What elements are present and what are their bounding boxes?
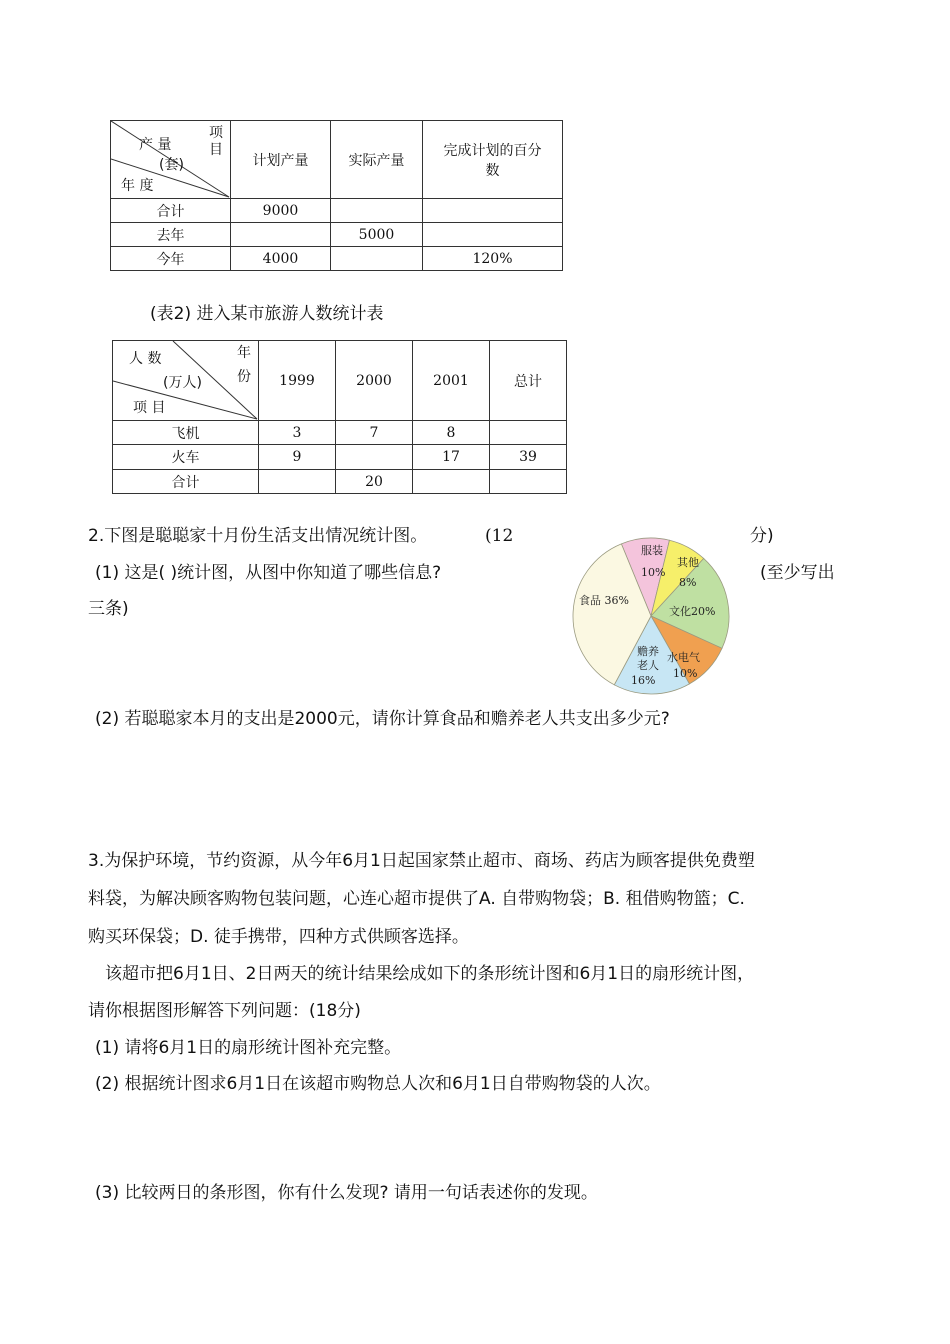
header-plan: 计划产量 bbox=[231, 121, 331, 199]
cell-percent bbox=[423, 199, 563, 223]
header-2000: 2000 bbox=[336, 341, 413, 421]
table-cell: 7 bbox=[336, 421, 413, 445]
pie-label-food: 食品 36% bbox=[579, 594, 629, 607]
cell-actual bbox=[331, 199, 423, 223]
row-label: 合计 bbox=[113, 470, 259, 494]
row-label: 今年 bbox=[111, 247, 231, 271]
table-row bbox=[111, 247, 563, 271]
corner-year-label: 年 bbox=[237, 345, 251, 361]
pie-label-clothes-pct: 10% bbox=[641, 566, 666, 579]
q3-part1: (1) 请将6月1日的扇形统计图补充完整。 bbox=[95, 1038, 402, 1058]
header-total: 总计 bbox=[490, 341, 567, 421]
tourism-table bbox=[112, 340, 567, 494]
table-row bbox=[113, 421, 567, 445]
pie-label-elder-1: 赡养 bbox=[637, 645, 659, 658]
table-cell: 9 bbox=[259, 445, 336, 470]
table-cell: 20 bbox=[336, 470, 413, 494]
table-row bbox=[111, 199, 563, 223]
cell-percent bbox=[423, 223, 563, 247]
production-table bbox=[110, 120, 563, 271]
cell-plan bbox=[231, 223, 331, 247]
table-cell bbox=[259, 470, 336, 494]
q3-part2: (2) 根据统计图求6月1日在该超市购物总人次和6月1日自带购物袋的人次。 bbox=[95, 1074, 661, 1094]
cell-actual: 5000 bbox=[331, 223, 423, 247]
header-percent-line2: 数 bbox=[485, 162, 500, 179]
table-cell bbox=[490, 421, 567, 445]
pie-label-other-pct: 8% bbox=[679, 576, 697, 589]
table-row bbox=[113, 470, 567, 494]
table-cell bbox=[336, 445, 413, 470]
q3-part3: (3) 比较两日的条形图，你有什么发现? 请用一句话表述你的发现。 bbox=[95, 1183, 598, 1203]
pie-label-clothes: 服装 bbox=[641, 544, 663, 557]
corner-item-label: 项目 bbox=[209, 125, 223, 158]
cell-plan: 4000 bbox=[231, 247, 331, 271]
table-cell bbox=[490, 470, 567, 494]
corner-item-label: 项 目 bbox=[133, 400, 166, 416]
corner-people-label: 人 数 bbox=[129, 351, 162, 367]
table-row bbox=[113, 445, 567, 470]
row-label: 火车 bbox=[113, 445, 259, 470]
q3-line4: 该超市把6月1日、2日两天的统计结果绘成如下的条形统计图和6月1日的扇形统计图， bbox=[105, 964, 755, 984]
pie-label-other: 其他 bbox=[677, 556, 699, 569]
q3-line2: 料袋，为解决顾客购物包装问题，心连心超市提供了A. 自带购物袋；B. 租借购物篮；C. bbox=[88, 889, 745, 909]
table-cell: 17 bbox=[413, 445, 490, 470]
table1-corner-cell bbox=[111, 121, 231, 199]
q2-part2: (2) 若聪聪家本月的支出是2000元，请你计算食品和赡养老人共支出多少元? bbox=[95, 709, 670, 729]
q2-score-close: 分) bbox=[750, 526, 774, 546]
header-2001: 2001 bbox=[413, 341, 490, 421]
corner-year-label: 年 度 bbox=[121, 178, 154, 194]
q2-part1-tail: (至少写出 bbox=[760, 563, 835, 583]
q3-line3: 购买环保袋；D. 徒手携带，四种方式供顾客选择。 bbox=[88, 927, 469, 947]
table-row bbox=[111, 223, 563, 247]
pie-label-elder-2: 老人 bbox=[637, 659, 659, 672]
table-cell: 39 bbox=[490, 445, 567, 470]
corner-year-label-2: 份 bbox=[237, 369, 251, 385]
table-cell: 8 bbox=[413, 421, 490, 445]
header-1999: 1999 bbox=[259, 341, 336, 421]
corner-unit-label: (套) bbox=[159, 157, 184, 173]
pie-label-elder-pct: 16% bbox=[631, 674, 656, 687]
pie-label-utilities-pct: 10% bbox=[673, 667, 698, 680]
header-percent-line1: 完成计划的百分 bbox=[443, 142, 542, 159]
header-actual: 实际产量 bbox=[331, 121, 423, 199]
expense-pie-chart bbox=[565, 532, 745, 702]
q3-line5: 请你根据图形解答下列问题：(18分) bbox=[88, 1001, 361, 1021]
header-percent bbox=[423, 121, 563, 199]
row-label: 飞机 bbox=[113, 421, 259, 445]
q3-line1: 3.为保护环境，节约资源，从今年6月1日起国家禁止超市、商场、药店为顾客提供免费塑 bbox=[88, 851, 755, 871]
cell-actual bbox=[331, 247, 423, 271]
row-label: 去年 bbox=[111, 223, 231, 247]
corner-unit-label: (万人) bbox=[163, 375, 202, 391]
cell-plan: 9000 bbox=[231, 199, 331, 223]
row-label: 合计 bbox=[111, 199, 231, 223]
q2-part1: (1) 这是( )统计图，从图中你知道了哪些信息? bbox=[95, 563, 442, 583]
table2-caption: (表2) 进入某市旅游人数统计表 bbox=[150, 304, 384, 324]
corner-quantity-label: 产 量 bbox=[139, 137, 172, 153]
table-cell bbox=[413, 470, 490, 494]
table-cell: 3 bbox=[259, 421, 336, 445]
pie-label-culture: 文化20% bbox=[669, 605, 716, 618]
pie-label-utilities: 水电气 bbox=[667, 651, 700, 664]
q2-part1-tail2: 三条) bbox=[88, 599, 129, 619]
table2-corner-cell bbox=[113, 341, 259, 421]
q2-score-open: (12 bbox=[485, 526, 514, 546]
q2-title: 2.下图是聪聪家十月份生活支出情况统计图。 bbox=[88, 526, 428, 546]
cell-percent: 120% bbox=[423, 247, 563, 271]
